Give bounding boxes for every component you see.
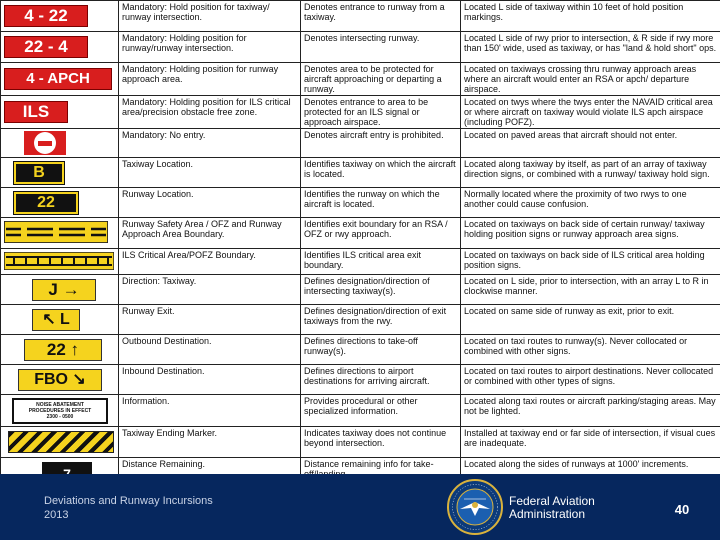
sign-location: Located L side of taxiway within 10 feet of hold position markings. [461, 1, 720, 32]
hold-sign-ils: ILS [4, 101, 68, 123]
table-row [1, 305, 720, 335]
page-number: 40 [674, 502, 690, 517]
rsa-boundary-sign [4, 221, 108, 243]
sign-purpose: Defines designation/direction of exit taxiways from the rwy. [301, 305, 461, 335]
sign-type: Runway Safety Area / OFZ and Runway Approach Area Boundary. [119, 218, 301, 249]
table-row [1, 32, 720, 63]
sign-purpose: Identifies taxiway on which the aircraft is located. [301, 158, 461, 188]
sign-cell [1, 305, 119, 335]
sign-cell [1, 218, 119, 249]
information-sign-line: PROCEDURES IN EFFECT [28, 407, 92, 414]
sign-type: Inbound Destination. [119, 365, 301, 395]
sign-type: Mandatory: Hold position for taxiway/ runway intersection. [119, 1, 301, 32]
footer-bar [0, 474, 720, 540]
sign-cell [1, 1, 119, 32]
sign-purpose: Denotes intersecting runway. [301, 32, 461, 63]
sign-type: Runway Location. [119, 188, 301, 218]
sign-purpose: Defines directions to airport destinations for arriving aircraft. [301, 365, 461, 395]
runway-exit-sign-l: ↖ L [32, 309, 80, 331]
table-row [1, 275, 720, 305]
sign-location: Located along taxiway by itself, as part of an array of taxiway direction signs, or combined with a runway/ taxiway hold sign. [461, 158, 720, 188]
sign-location: Located on taxiways on back side of certain runway/ taxiway holding position signs or runway approach area signs. [461, 218, 720, 249]
sign-purpose: Identifies exit boundary for an RSA / OFZ or rwy approach. [301, 218, 461, 249]
ils-critical-boundary-sign [4, 252, 114, 270]
information-sign [12, 398, 108, 424]
sign-location: Located on taxi routes to runway(s). Never collocated or combined with other signs. [461, 335, 720, 365]
table-row [1, 96, 720, 129]
sign-cell [1, 188, 119, 218]
sign-purpose: Identifies ILS critical area exit boundary. [301, 249, 461, 275]
table-row [1, 249, 720, 275]
no-entry-icon [34, 132, 56, 154]
table-row [1, 395, 720, 427]
presentation-year: 2013 [44, 509, 69, 521]
hold-sign-4-apch: 4 - APCH [4, 68, 112, 90]
inbound-destination-sign: FBO ↘ [18, 369, 102, 391]
sign-purpose: Distance remaining info for take- [301, 458, 461, 490]
sign-type: Taxiway Location. [119, 158, 301, 188]
sign-location: Located on taxiways on back side of ILS critical area holding position signs. [461, 249, 720, 275]
sign-purpose: Indicates taxiway does not continue beyond intersection. [301, 427, 461, 458]
table-row [1, 335, 720, 365]
sign-purpose: Defines directions to take-off runway(s). [301, 335, 461, 365]
sign-cell [1, 365, 119, 395]
faa-seal-logo [446, 478, 504, 536]
table-row [1, 1, 720, 32]
sign-cell [1, 96, 119, 129]
sign-type: Information. [119, 395, 301, 427]
sign-purpose: Provides procedural or other specialized information. [301, 395, 461, 427]
sign-type: ILS Critical Area/POFZ Boundary. [119, 249, 301, 275]
presentation-title [44, 494, 213, 522]
hold-sign-4-22: 4 - 22 [4, 5, 88, 27]
sign-purpose: Denotes entrance to area to be protected for an ILS signal or approach airspace. [301, 96, 461, 129]
no-entry-sign [24, 131, 66, 155]
sign-location: Located on taxi routes to airport destinations. Never collocated or combined with other types of signs. [461, 365, 720, 395]
sign-location: Located on L side, prior to intersection, with an array L to R in clockwise manner. [461, 275, 720, 305]
taxiway-location-sign-b: B [14, 162, 64, 184]
outbound-destination-sign: 22 ↑ [24, 339, 102, 361]
sign-cell [1, 249, 119, 275]
sign-location: Normally located where the proximity of two rwys to one another could cause confusion. [461, 188, 720, 218]
sign-purpose: Denotes entrance to runway from a taxiway. [301, 1, 461, 32]
sign-type: Mandatory: Holding position for ILS critical area/precision obstacle free zone. [119, 96, 301, 129]
table-row [1, 427, 720, 458]
sign-cell [1, 32, 119, 63]
runway-location-sign-22: 22 [14, 192, 78, 214]
agency-name-line: Administration [509, 507, 586, 521]
sign-purpose: Defines designation/direction of intersecting taxiway(s). [301, 275, 461, 305]
sign-cell [1, 395, 119, 427]
table-row [1, 158, 720, 188]
sign-cell [1, 158, 119, 188]
sign-cell [1, 335, 119, 365]
sign-type: Direction: Taxiway. [119, 275, 301, 305]
sign-location: Located on taxiways crossing thru runway approach areas where an aircraft would enter an RSA or apch/ departure airspace. [461, 63, 720, 96]
agency-name-line: Federal Aviation [509, 494, 595, 508]
information-sign-line: 2300 - 0500 [46, 413, 74, 420]
sign-location: Located on paved areas that aircraft should not enter. [461, 129, 720, 158]
sign-purpose: Denotes area to be protected for aircraft approaching or departing a runway. [301, 63, 461, 96]
sign-cell [1, 63, 119, 96]
sign-type: Mandatory: Holding position for runway/runway intersection. [119, 32, 301, 63]
sign-type: Outbound Destination. [119, 335, 301, 365]
direction-sign-j: J → [32, 279, 96, 301]
sign-location: Located along the sides of runways at 1000' increments. [461, 458, 720, 490]
sign-purpose: Identifies the runway on which the aircraft is located. [301, 188, 461, 218]
sign-type: Mandatory: No entry. [119, 129, 301, 158]
sign-purpose: Denotes aircraft entry is prohibited. [301, 129, 461, 158]
taxiway-ending-marker [8, 431, 114, 453]
sign-type: Mandatory: Holding position for runway approach area. [119, 63, 301, 96]
sign-cell [1, 129, 119, 158]
table-row [1, 218, 720, 249]
sign-location: Located on same side of runway as exit, prior to exit. [461, 305, 720, 335]
sign-type: Distance Remaining. [119, 458, 301, 490]
sign-type: Taxiway Ending Marker. [119, 427, 301, 458]
agency-name [509, 495, 595, 521]
table-row [1, 129, 720, 158]
hold-sign-22-4: 22 - 4 [4, 36, 88, 58]
sign-type: Runway Exit. [119, 305, 301, 335]
sign-location: Located along taxi routes or aircraft parking/staging areas. May not be lighted. [461, 395, 720, 427]
information-sign-line: NOISE ABATEMENT [36, 401, 84, 408]
sign-cell [1, 275, 119, 305]
table-row [1, 63, 720, 96]
sign-location: Located on twys where the twys enter the NAVAID critical area or where aircraft on taxiway would violate ILS apch airspace (including POFZ). [461, 96, 720, 129]
sign-cell [1, 427, 119, 458]
table-row [1, 365, 720, 395]
sign-location: Installed at taxiway end or far side of intersection, if visual cues are inadequate. [461, 427, 720, 458]
presentation-title-line: Deviations and Runway Incursions [44, 495, 213, 507]
sign-location: Located L side of rwy prior to intersection, & R side if rwy more than 150' wide, used as taxiway, or has "land & hold short" ops. [461, 32, 720, 63]
table-row [1, 188, 720, 218]
